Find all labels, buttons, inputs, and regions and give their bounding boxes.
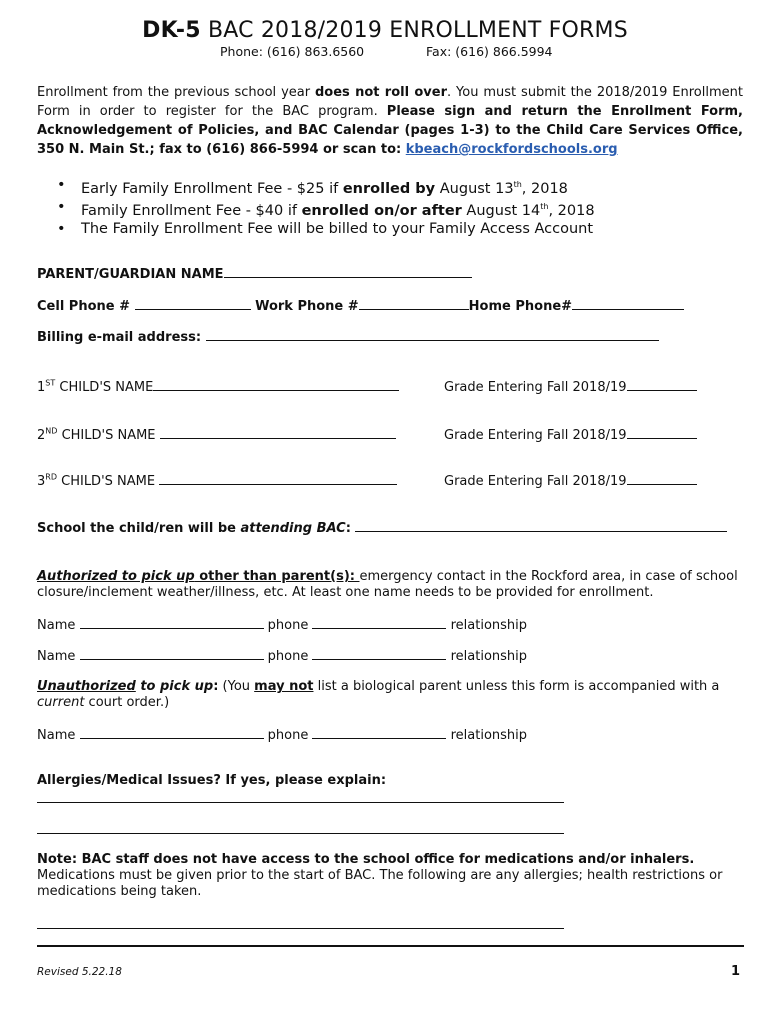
home-phone-blank[interactable] [572, 297, 684, 310]
child-3-grade-field: Grade Entering Fall 2018/19 [444, 472, 697, 489]
authorized-1-name-blank[interactable] [80, 616, 264, 629]
email-link[interactable]: kbeach@rockfordschools.org [405, 142, 618, 157]
unauthorized-name-blank[interactable] [80, 726, 264, 739]
child-2-grade-blank[interactable] [627, 426, 697, 439]
intro-bold-2: Please sign and return the Enrollment Form, Acknowledgement of Policies, and BAC Calendar (pages 1-3) to the Child Care Services Office, 350 N. Main St.; fax to (616) 866-5994 or scan to: [37, 104, 743, 157]
unauthorized-contact-row: Name phone relationship [37, 728, 528, 743]
parent-name-field [37, 265, 472, 282]
intro-bold-1: does not roll over [315, 85, 447, 100]
phone-number: Phone: (616) 863.6560 [220, 44, 365, 59]
cell-phone-label: Cell Phone # [37, 299, 130, 314]
child-1-grade-blank[interactable] [627, 378, 697, 391]
home-phone-label: Home Phone# [468, 299, 573, 314]
fax-number: Fax: (616) 866.5994 [426, 44, 553, 59]
intro-text-2: . You must submit the 2018/2019 Enrollment Form in order to register for the BAC program. [37, 85, 743, 119]
work-phone-blank[interactable] [359, 297, 469, 310]
parent-name-blank[interactable] [224, 265, 472, 278]
footer-divider [37, 945, 744, 947]
revision-date: Revised 5.22.18 [37, 966, 122, 978]
child-3-grade-blank[interactable] [627, 472, 697, 485]
authorized-contact-row-2: Name phone relationship [37, 649, 528, 664]
child-2-name-field: 2ND CHILD'S NAME [37, 426, 396, 443]
page-number: 1 [731, 964, 741, 979]
child-1-grade-field: Grade Entering Fall 2018/19 [444, 378, 697, 395]
title-text: BAC 2018/2019 ENROLLMENT FORMS [200, 18, 628, 43]
authorized-description: closure/inclement weather/illness, etc. At least one name needs to be provided for enrollment. [37, 585, 654, 600]
medication-note-text: Medications must be given prior to the start of BAC. The following are any allergies; health restrictions or [37, 868, 723, 883]
unauthorized-heading: Unauthorized to pick up: (You may not list a biological parent unless this form is accompanied with a [37, 679, 720, 694]
authorized-contact-row-1: Name phone relationship [37, 618, 528, 633]
intro-paragraph [37, 83, 743, 159]
work-phone-label: Work Phone # [255, 299, 359, 314]
allergies-line-1[interactable] [37, 802, 564, 803]
billing-email-blank[interactable] [206, 328, 659, 341]
school-attending-blank[interactable] [355, 519, 727, 532]
child-2-name-blank[interactable] [160, 426, 396, 439]
allergies-line-2[interactable] [37, 833, 564, 834]
fee-item-regular: • Family Enrollment Fee - $40 if enrolled on/or after August 14th, 2018 [57, 198, 595, 220]
unauthorized-description: current court order.) [37, 695, 170, 710]
child-1-name-field: 1ST CHILD'S NAME [37, 378, 399, 395]
authorized-2-phone-blank[interactable] [312, 647, 446, 660]
parent-name-label: PARENT/GUARDIAN NAME [37, 267, 224, 282]
child-1-name-blank[interactable] [153, 378, 399, 391]
intro-text-1: Enrollment from the previous school year [37, 85, 315, 100]
billing-email-field [37, 328, 659, 345]
medication-note: Note: BAC staff does not have access to the school office for medications and/or inhalers. [37, 852, 695, 867]
child-2-grade-field: Grade Entering Fall 2018/19 [444, 426, 697, 443]
school-attending-field: School the child/ren will be attending BAC: [37, 519, 727, 536]
authorized-heading: Authorized to pick up other than parent(s): emergency contact in the Rockford area, in case of school [37, 569, 738, 584]
child-3-name-blank[interactable] [159, 472, 397, 485]
fee-list [57, 176, 595, 238]
medication-note-text-2: medications being taken. [37, 884, 202, 899]
cell-phone-blank[interactable] [135, 297, 251, 310]
phone-fields-row [37, 297, 684, 314]
billing-email-label: Billing e-mail address: [37, 330, 202, 345]
child-3-name-field: 3RD CHILD'S NAME [37, 472, 397, 489]
allergies-question: Allergies/Medical Issues? If yes, please explain: [37, 773, 387, 788]
page-title [0, 18, 770, 43]
medications-line[interactable] [37, 928, 564, 929]
fee-item-early: • Early Family Enrollment Fee - $25 if enrolled by August 13th, 2018 [57, 176, 595, 198]
title-code: DK-5 [142, 18, 201, 43]
authorized-1-phone-blank[interactable] [312, 616, 446, 629]
unauthorized-phone-blank[interactable] [312, 726, 446, 739]
authorized-2-name-blank[interactable] [80, 647, 264, 660]
fee-item-billing: • The Family Enrollment Fee will be billed to your Family Access Account [57, 220, 595, 238]
